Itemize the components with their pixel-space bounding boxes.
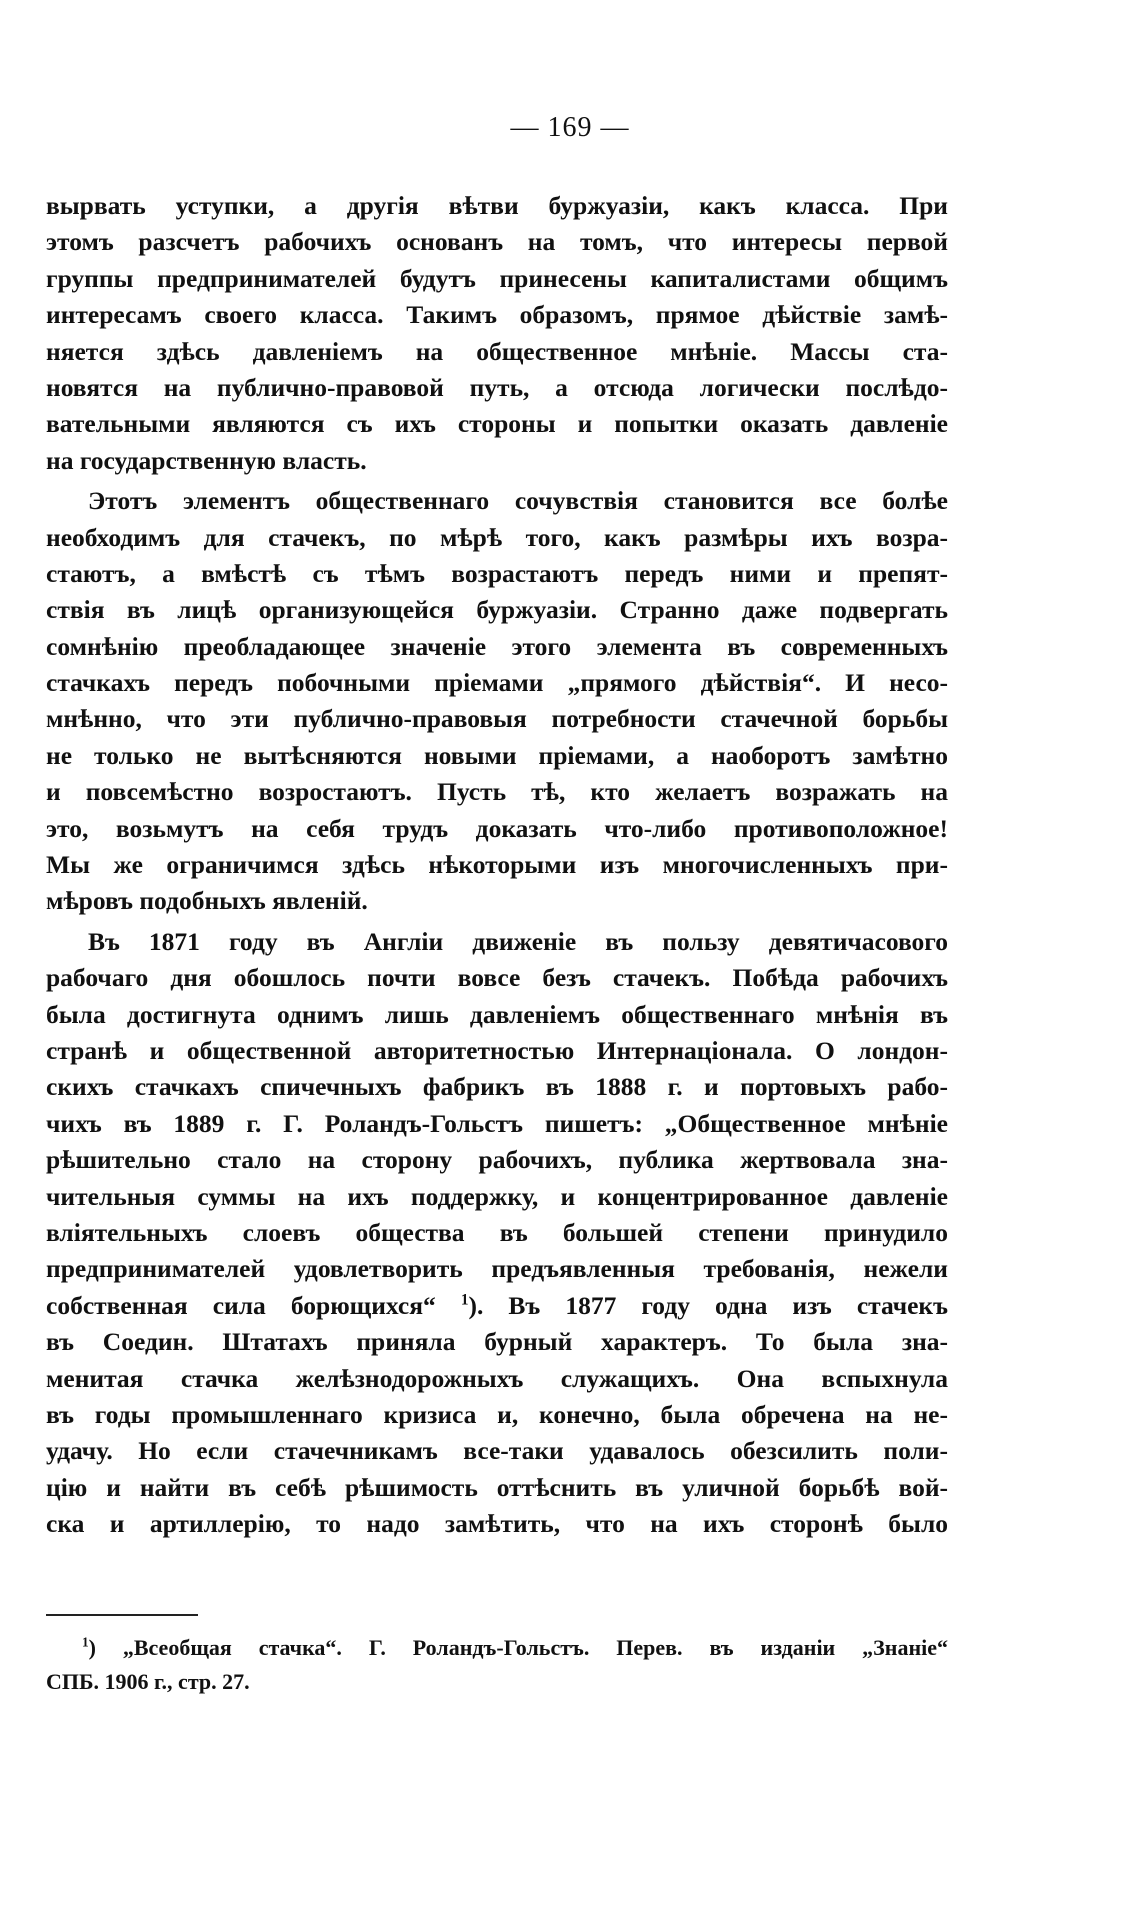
text-line: была достигнута однимъ лишь давленіемъ общественнаго мнѣнія въ [46,999,948,1029]
footnote [46,1631,948,1699]
text-line: Въ 1871 году въ Англіи движеніе въ пользу девятичасового [88,926,948,956]
text-line: необходимъ для стачекъ, по мѣрѣ того, какъ размѣры ихъ возра- [46,522,948,552]
text-line: этомъ разсчетъ рабочихъ основанъ на томъ, что интересы первой [46,227,948,257]
footnote-reference: 1 [460,1291,469,1309]
text-line: чихъ въ 1889 г. Г. Роландъ-Гольстъ пишетъ: „Общественное мнѣніе [46,1108,948,1138]
text-line: вырвать уступки, а другія вѣтви буржуазіи, какъ класса. При [46,191,948,220]
text-line: стачкахъ передъ побочными пріемами „прямого дѣйствія“. И несо- [46,668,948,698]
text-line: группы предпринимателей будутъ принесены капиталистами общимъ [46,263,948,293]
text-line: стаютъ, а вмѣстѣ съ тѣмъ возрастаютъ передъ ними и препят- [46,558,948,588]
main-text [46,188,948,1542]
text-line: рабочаго дня обошлось почти вовсе безъ стачекъ. Побѣда рабочихъ [46,963,948,993]
text-line: чительныя суммы на ихъ поддержку, и концентрированное давленіе [46,1181,948,1211]
text-line: удачу. Но если стачечникамъ все-таки удавалось обезсилить поли- [46,1436,948,1466]
text-line: мѣровъ подобныхъ явленій. [46,886,368,916]
text-line: это, возьмутъ на себя трудъ доказать что-либо противоположное! [46,813,948,843]
paragraph-2 [46,483,948,920]
text-line: въ годы промышленнаго кризиса и, конечно, была обречена на не- [46,1399,948,1429]
paragraph-1 [46,188,948,479]
text-line-with-footnote-ref [46,1288,948,1324]
text-line: предпринимателей удовлетворить предъявленныя требованія, нежели [46,1254,948,1284]
text-line: скихъ стачкахъ спичечныхъ фабрикъ въ 1888 г. и портовыхъ рабо- [46,1072,948,1102]
text-line: на государственную власть. [46,445,367,475]
text-fragment: собственная сила борющихся“ [46,1290,461,1320]
text-line: и повсемѣстно возростаютъ. Пусть тѣ, кто желаетъ возражать на [46,777,948,807]
page-number: — 169 — [510,112,630,143]
footnote-mark: 1 [82,1634,89,1650]
footnote-divider [46,1614,198,1616]
text-line: рѣшительно стало на сторону рабочихъ, публика жертвовала зна- [46,1145,948,1175]
text-line: новятся на публично-правовой путь, а отсюда логически послѣдо- [46,372,948,402]
text-line: вліятельныхъ слоевъ общества въ большей степени принудило [46,1217,948,1247]
text-line: интересамъ своего класса. Такимъ образомъ, прямое дѣйствіе замѣ- [46,300,948,330]
paragraph-3 [46,924,948,1543]
footnote-line [46,1631,948,1665]
text-line: Мы же ограничимся здѣсь нѣкоторыми изъ многочисленныхъ при- [46,850,948,880]
text-line: не только не вытѣсняются новыми пріемами, а наоборотъ замѣтно [46,740,948,770]
text-line: ска и артиллерію, то надо замѣтить, что на ихъ сторонѣ было [46,1509,948,1539]
text-line: цію и найти въ себѣ рѣшимость оттѣснить въ уличной борьбѣ вой- [46,1472,948,1502]
text-line: ствія въ лицѣ организующейся буржуазіи. Странно даже подвергать [46,595,948,625]
text-line: менитая стачка желѣзнодорожныхъ служащихъ. Она вспыхнула [46,1363,948,1393]
text-line: Этотъ элементъ общественнаго сочувствія становится все болѣе [88,486,948,516]
text-line: въ Соедин. Штатахъ приняла бурный характеръ. То была зна- [46,1327,948,1357]
text-line: вательными являются съ ихъ стороны и попытки оказать давленіе [46,409,948,439]
text-line: сомнѣнію преобладающее значеніе этого элемента въ современныхъ [46,631,948,661]
footnote-text: ) „Всеобщая стачка“. Г. Роландъ-Гольстъ. Перев. въ изданіи „Знаніе“ [88,1635,948,1660]
text-fragment: ). Въ 1877 году одна изъ стачекъ [468,1290,948,1320]
text-line: няется здѣсь давленіемъ на общественное мнѣніе. Массы ста- [46,336,948,366]
text-line: мнѣнно, что эти публично-правовыя потребности стачечной борьбы [46,704,948,734]
footnote-line: СПБ. 1906 г., стр. 27. [46,1669,250,1694]
text-line: странѣ и общественной авторитетностью Интернаціонала. О лондон- [46,1035,948,1065]
